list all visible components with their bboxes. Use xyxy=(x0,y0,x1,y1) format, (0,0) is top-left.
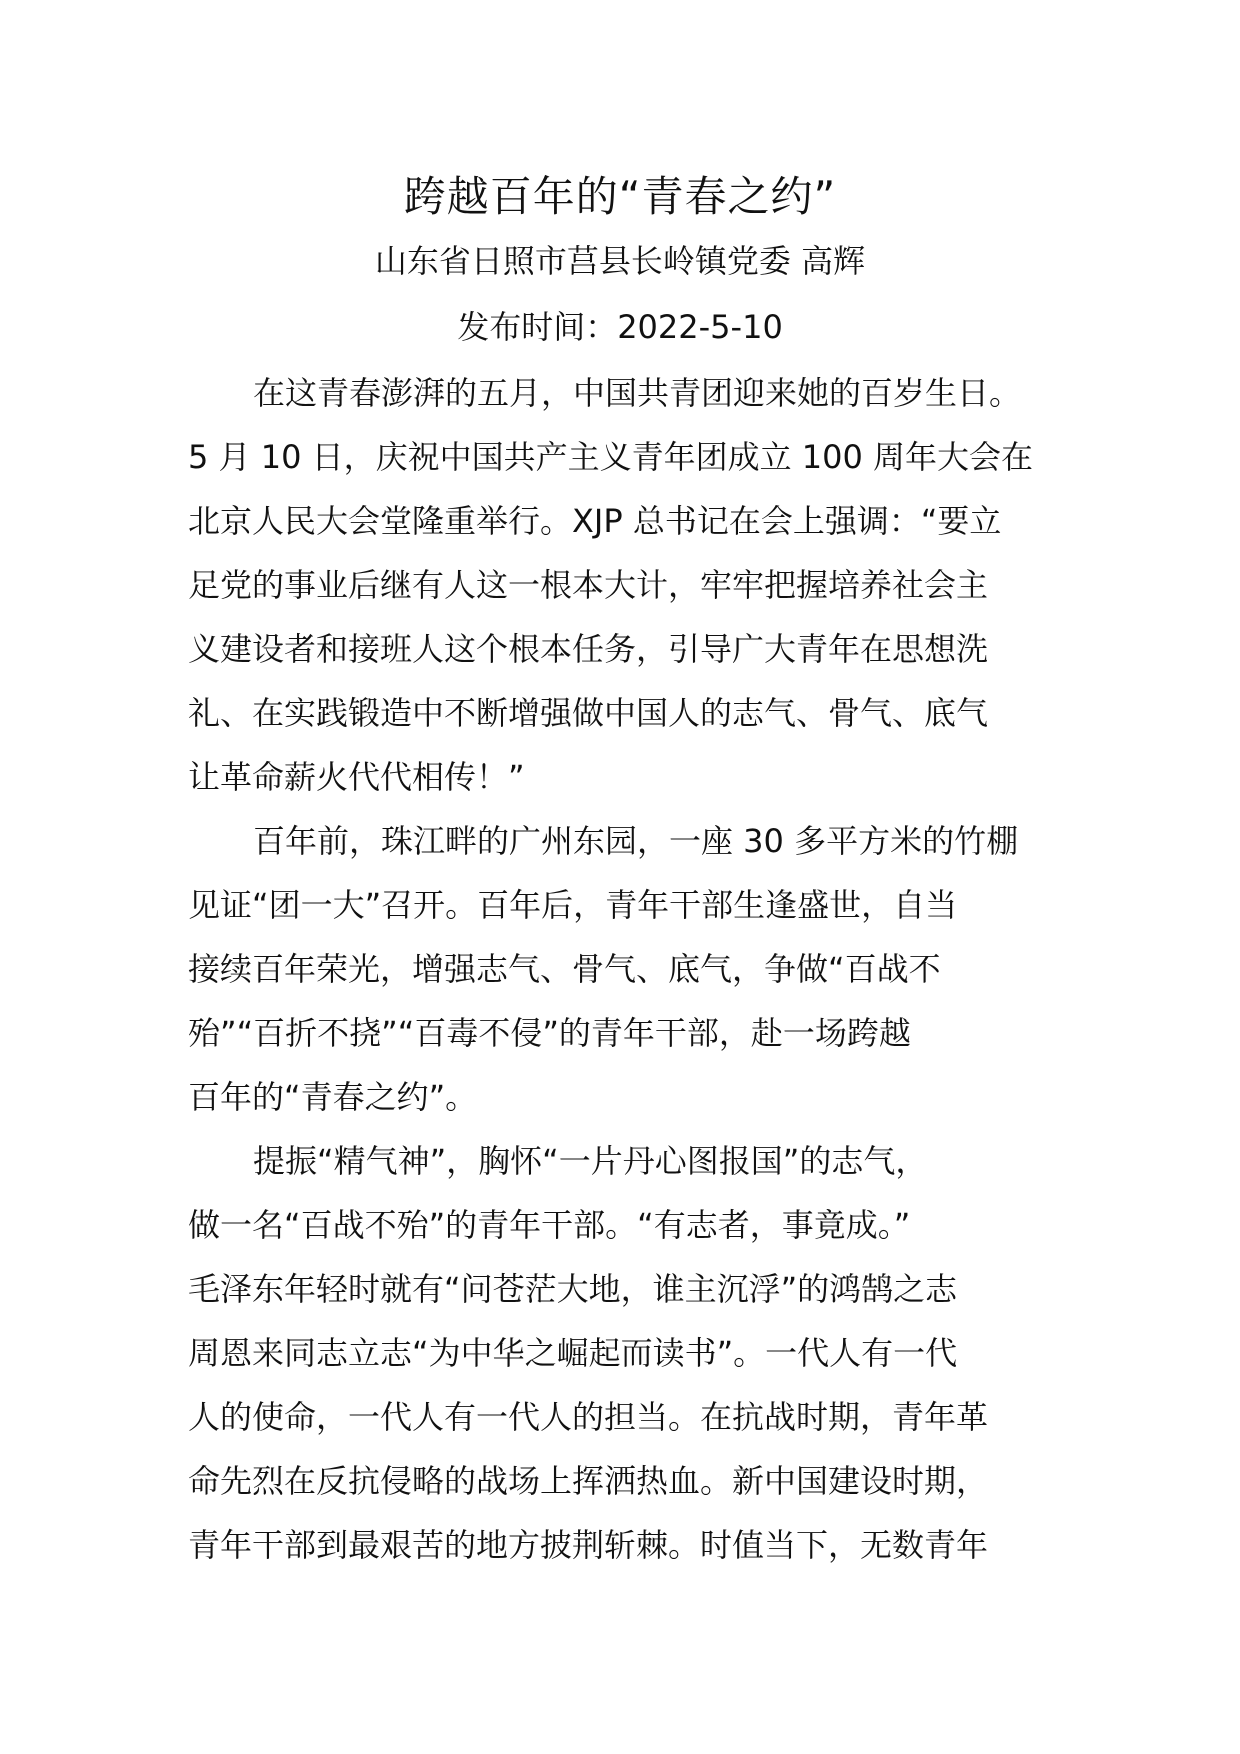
paragraph-2-line-3: 接续百年荣光，增强志气、骨气、底气，争做“百战不 xyxy=(188,950,941,988)
paragraph-3-line-4: 周恩来同志立志“为中华之崛起而读书”。一代人有一代 xyxy=(188,1334,958,1372)
paragraph-3-line-3: 毛泽东年轻时就有“问苍茫大地，谁主沉浮”的鸿鹄之志 xyxy=(188,1270,958,1308)
paragraph-3-line-7: 青年干部到最艰苦的地方披荆斩棘。时值当下，无数青年 xyxy=(188,1526,989,1564)
paragraph-1-line-7: 让革命薪火代代相传！” xyxy=(188,758,525,796)
article-title: 跨越百年的“青春之约” xyxy=(403,172,837,221)
paragraph-1-line-4: 足党的事业后继有人这一根本大计，牢牢把握培养社会主 xyxy=(188,566,989,604)
paragraph-2-line-1: 百年前，珠江畔的广州东园，一座 30 多平方米的竹棚 xyxy=(253,822,1019,860)
paragraph-3-line-6: 命先烈在反抗侵略的战场上挥洒热血。新中国建设时期， xyxy=(188,1462,989,1500)
paragraph-3-line-1: 提振“精气神”，胸怀“一片丹心图报国”的志气， xyxy=(253,1142,928,1180)
paragraph-2-line-2: 见证“团一大”召开。百年后，青年干部生逢盛世，自当 xyxy=(188,886,958,924)
publish-date: 发布时间：2022-5-10 xyxy=(457,308,783,346)
paragraph-2-line-4: 殆”“百折不挠”“百毒不侵”的青年干部，赴一场跨越 xyxy=(188,1014,911,1052)
paragraph-1-line-2: 5 月 10 日，庆祝中国共产主义青年团成立 100 周年大会在 xyxy=(188,438,1034,476)
paragraph-1-line-1: 在这青春澎湃的五月，中国共青团迎来她的百岁生日。 xyxy=(253,374,1022,412)
paragraph-1-line-5: 义建设者和接班人这个根本任务，引导广大青年在思想洗 xyxy=(188,630,989,668)
paragraph-2-line-5: 百年的“青春之约”。 xyxy=(188,1078,478,1116)
paragraph-3-line-5: 人的使命，一代人有一代人的担当。在抗战时期，青年革 xyxy=(188,1398,989,1436)
paragraph-3-line-2: 做一名“百战不殆”的青年干部。“有志者，事竟成。” xyxy=(188,1206,911,1244)
paragraph-1-line-6: 礼、在实践锻造中不断增强做中国人的志气、骨气、底气 xyxy=(188,694,989,732)
article-author: 山东省日照市莒县长岭镇党委 高辉 xyxy=(374,242,866,280)
paragraph-1-line-3: 北京人民大会堂隆重举行。XJP 总书记在会上强调：“要立 xyxy=(188,502,1002,540)
